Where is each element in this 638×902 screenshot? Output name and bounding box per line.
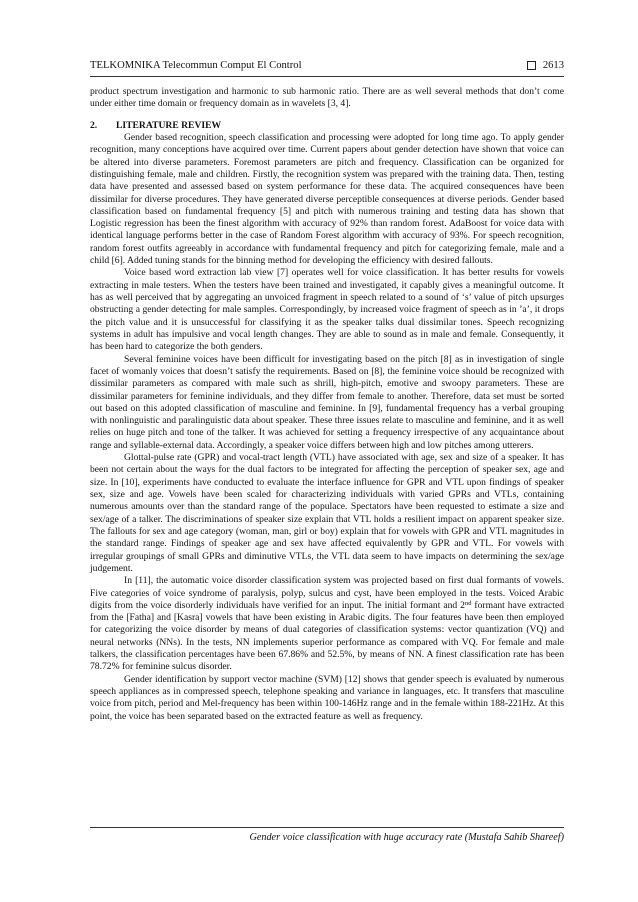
page-number: 2613 xyxy=(542,60,564,71)
checkbox-square-icon xyxy=(527,61,536,70)
intro-continuation: product spectrum investigation and harmonic to sub harmonic ratio. There are as well several methods that don’t come under either time domain or frequency domain as in wavelets [3, 4]. xyxy=(90,86,564,110)
paragraph-word-extraction: Voice based word extraction lab view [7] operates well for voice classification. It has better results for vowels extracting in male testers. When the testers have been trained and investigated, it capably gives a meaningful outcome. It has as well perceived that by aggregating an unvoiced fragment in speech related to a sound of ‘s’ value of pitch upsurges obstructing a gender detecting for male samples. Correspondingly, by increased voice fragment of speech as in ’a’, it drops the pitch value and it is unsuccessful for classifying it as the speaker talks dual dissimilar tones. Speech recognizing systems in adult has impulsive and vocal length changes. They are able to sound as in male and female. Consequently, it has been hard to categorize the both genders. xyxy=(90,267,564,353)
journal-title: TELKOMNIKA Telecommun Comput El Control xyxy=(90,60,302,71)
paragraph-gender-recognition: Gender based recognition, speech classification and processing were adopted for long time ago. To apply gender recognition, many conceptions have acquired over time. Current papers about gender detection have shown that voice can be altered into diverse parameters. Foremost parameters are pitch and frequency. Classification can be organized for distinguishing female, male and children. Firstly, the recognition system was prepared with the training data. Then, testing data have presented and assessed based on system performance for these data. The acquired consequences have been dissimilar for diverse procedures. They have generated diverse perceptible consequences at diverse periods. Gender based classification based on fundamental frequency [5] and pitch with numerous training and testing data has shown that Logistic regression has been the finest algorithm with accuracy of 92% than random forest. AdaBoost for voice data with identical language performs better in the case of Random Forest algorithm with accuracy of 93%. For speech recognition, random forest outfits agreeably in accordance with fundamental frequency and pitch for categorizing female, male and a child [6]. Added tuning stands for the binning method for developing the efficiency with desired fallouts. xyxy=(90,131,564,267)
formant-text-part1: In [11], the automatic voice disorder classification system was projected based on first dual formants of vowels. Five categories of voice syndrome of paralysis, polyp, sulcus and cyst, have been employed in the tests. Voiced Arabic digits from the voice disorderly individuals have verified for an input. The initial formant and 2 xyxy=(90,575,564,611)
running-header xyxy=(90,59,564,73)
body-text xyxy=(90,86,564,723)
section-number: 2. xyxy=(90,119,98,131)
footer-rule xyxy=(90,827,564,828)
running-footer: Gender voice classification with huge accuracy rate (Mustafa Sahib Shareef) xyxy=(249,832,564,843)
paragraph-voice-disorder xyxy=(90,575,564,674)
section-title: LITERATURE REVIEW xyxy=(116,119,222,131)
section-heading xyxy=(90,120,564,132)
paragraph-gpr-vtl: Glottal-pulse rate (GPR) and vocal-tract length (VTL) have associated with age, sex and size of a speaker. It has been not certain about the ways for the dual factors to be integrated for affecting the perception of speaker sex, age and size. In [10], experiments have conducted to evaluate the interface influence for GPR and VTL upon findings of speaker sex, size and age. Vowels have been scaled for characterizing individuals with varied GPRs and VTLs, containing numerous amounts over than the standard range of the populace. Spectators have been requested to estimate a size and sex/age of a talker. The discriminations of speaker size explain that VTL holds a resilient impact on apparent speaker size. The fallouts for sex and age category (woman, man, girl or boy) explain that for vowels with GPR and VTL magnitudes in the standard range. Findings of speaker age and sex have affected equivalently by GPR and VTL. For vowels with irregular groupings of small GPRs and diminutive VTLs, the VTL data seem to have impacts on determining the sex/age judgement. xyxy=(90,452,564,574)
header-rule xyxy=(90,76,564,77)
paragraph-svm: Gender identification by support vector machine (SVM) [12] shows that gender speech is evaluated by numerous speech appliances as in compressed speech, telephone speaking and variance in languages, etc. It transfers that masculine voice from pitch, period and Mel-frequency has been within 100-146Hz range and in the female within 188-221Hz. At this point, the voice has been separated based on the extracted feature as well as frequency. xyxy=(90,673,564,722)
paragraph-feminine-voices: Several feminine voices have been difficult for investigating based on the pitch [8] as in investigation of single facet of womanly voices that doesn’t satisfy the requirements. Based on [8], the feminine voice should be recognized with dissimilar parameters as compared with male such as shrill, high-pitch, emotive and swoopy parameters. These are dissimilar parameters for feminine individuals, and they differ from female to another. Therefore, data set must be sorted out based on this adopted classification of masculine and feminine. In [9], fundamental frequency has a verbal grouping with nonlinguistic and paralinguistic data about speaker. These three issues relate to masculine and feminine, and it as well relies on huge pitch and tone of the talker. It was achieved for setting a frequency irrespective of any acquaintance about range and syllable-external data. Accordingly, a speaker voice differs between high and low pitches among utterers. xyxy=(90,353,564,451)
ordinal-superscript: nd xyxy=(464,599,472,607)
formant-text-part2: formant have extracted from the [Fatha] and [Kasra] vowels that have been existing in Arabic digits. The four features have been then employed for categorizing the voice disorder by means of dual categories of classification systems: vector quantization (VQ) and neural networks (NNs). In the tests, NN implements superior performance as compared with VQ. For female and male talkers, the classification percentages have been 67.86% and 52.5%, by means of NN. A finest classification rate has been 78.72% for feminine sulcus disorder. xyxy=(90,599,565,673)
